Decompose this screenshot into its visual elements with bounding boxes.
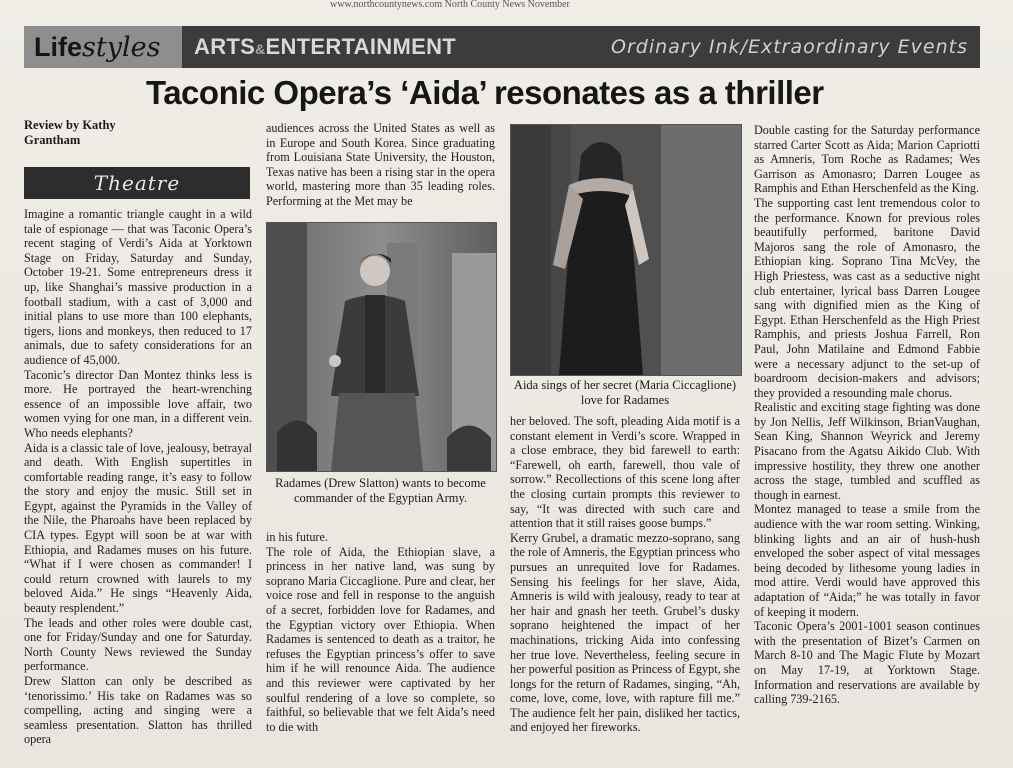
radames-photo-image bbox=[267, 223, 496, 471]
paragraph: The leads and other roles were double cast, one for Friday/Sunday and one for Saturday. North County News reviewed the Sunday performance. bbox=[24, 615, 252, 674]
paragraph: Realistic and exciting stage fighting was done by Jon Nellis, Jeff Wilkinson, BrianVaughan, Sean King, Shannon Weyrick and Jeremy Pisacano from the Agatsu Aikido Club. With impressive hostility, they threw one another across the stage, tumbled and scuffled as though in earnest. bbox=[754, 400, 980, 502]
top-line: www.northcountynews.com North County News November bbox=[330, 0, 570, 10]
column-3 bbox=[510, 414, 740, 735]
aida-photo-image bbox=[511, 125, 741, 375]
column-1 bbox=[24, 207, 252, 747]
lifestyles-prefix: Life bbox=[34, 31, 83, 62]
headline: Taconic Opera’s ‘Aida’ resonates as a thriller bbox=[146, 74, 824, 111]
column-4 bbox=[754, 123, 980, 707]
section-banner bbox=[24, 26, 980, 68]
theatre-label: Theatre bbox=[24, 167, 250, 199]
paragraph: her beloved. The soft, pleading Aida motif is a constant element in Verdi’s score. Wrapped in a close embrace, they bid farewell to earth: “Farewell, oh earth, farewell, thou vale of sorrow.” Recollections of this scene long after the closing curtain prompts this reviewer to say, “It was directed with such care and attention that it still raises goose bumps.” bbox=[510, 414, 740, 531]
paragraph: Aida is a classic tale of love, jealousy, betrayal and death. With English supertitles in comfortable reading range, it’s easy to follow the story and enjoy the music. Still set in Egypt, against the Pyramids in the Valley of the Nile, the Pharoahs have been replaced by CIA types. Egypt will soon be at war with Ethiopia, and Radames muses on his future. “What if I were chosen as commander! I could return crowned with laurels to my beloved Aida.” He sings “Heavenly Aida, beauty resplendent.” bbox=[24, 440, 252, 616]
aida-photo bbox=[510, 124, 742, 376]
paragraph: Taconic Opera’s 2001-1001 season continues with the presentation of Bizet’s Carmen on March 8-10 and The Magic Flute by Mozart on May 17-19, at Yorktown Stage. Information and reservations are available by calling 739-2165. bbox=[754, 619, 980, 707]
paragraph: Double casting for the Saturday performance starred Carter Scott as Aida; Marion Capriotti as Amneris, Tom Roche as Radames; Wes Garrison as Amonasro; Darren Lougee as Ramphis and Ethan Herschenfeld as the King. bbox=[754, 123, 980, 196]
section-amp: & bbox=[255, 41, 266, 57]
paragraph: audiences across the United States as well as in Europe and South Korea. Since graduating from Louisiana State University, the Houston, Texas native has been a rising star in the opera world, mastering more than 35 leading roles. Performing at the Met may be bbox=[266, 121, 495, 208]
radames-photo bbox=[266, 222, 497, 472]
section-arts: ARTS bbox=[194, 34, 256, 59]
paragraph: The role of Aida, the Ethiopian slave, a princess in her native land, was sung by soprano Maria Ciccaglione. Pure and clear, her voice rose and fell in response to the anguish of a secret, forbidden love for Radames, and the Egyptian victory over Ethiopia. When Radames is sentenced to death as a traitor, he refuses the Egyptian princess’s offer to save him if he will renounce Aida. The audience and this reviewer were captivated by her soulful rendering of a love so complete, so faithful, so believable that we felt Aida’s need to die with bbox=[266, 544, 495, 734]
banner-tagline: Ordinary Ink/Extraordinary Events bbox=[611, 36, 968, 58]
column-2-top bbox=[266, 121, 495, 209]
section-title bbox=[194, 34, 456, 60]
paragraph: The supporting cast lent tremendous color to the performance. Known for previous roles beautifully performed, baritone David Majoros sang the role of Amonasro, the Ethiopian king. Soprano Tina McVey, the High Priestess, was cast as a seductive night club entertainer, lyrical bass Darren Lougee sang with dignified mien as the King of Egypt. Ethan Herschenfeld as the High Priest Ramphis, and priests Joshua Farrell, Ron Paul, John Matilaine and Edmond Fabbie were a necessary adjunct to the set-up of boardroom decision-makers and advisors; they provided a resounding male chorus. bbox=[754, 195, 980, 400]
section-ent: ENTERTAINMENT bbox=[265, 34, 456, 59]
paragraph: Kerry Grubel, a dramatic mezzo-soprano, sang the role of Amneris, the Egyptian princess who pursues an unrequited love for Radames. Sensing his feelings for her slave, Aida, Amneris is wild with jealousy, ready to tear at her hair and gnash her teeth. Grubel’s dusky soprano heightened the impact of her machinations, tricking Aida into confessing her true love. Nevertheless, feeling secure in her powerful position as Princess of Egypt, she longs for the return of Radames, singing, “Ah, come, love, come, love, with rapture fill me.” The audience felt her pain, disliked her tactics, and enjoyed her fireworks. bbox=[510, 530, 740, 735]
paragraph: Drew Slatton can only be described as ‘tenorissimo.’ His take on Radames was so compelling, acting and singing were a seamless presentation. Slatton has thrilled opera bbox=[24, 674, 252, 747]
photo1-caption: Radames (Drew Slatton) wants to become commander of the Egyptian Army. bbox=[275, 476, 486, 505]
paragraph: Montez managed to tease a smile from the audience with the war room setting. Winking, blinking lights and an air of hush-hush enveloped the sober aspect of vital messages being decoded by lithesome young ladies in mod attire. Verdi would have approved this adaptation of “Aida;” he was totally in favor of keeping it modern. bbox=[754, 502, 980, 619]
column-2-bottom bbox=[266, 530, 495, 734]
lifestyles-script: styles bbox=[82, 31, 161, 63]
paragraph: Imagine a romantic triangle caught in a wild tale of espionage — that was Taconic Opera’s recent staging of Verdi’s Aida at Yorktown Stage on Friday, Saturday and Sunday, October 19-21. Some entrepreneurs dress it up, like Shanghai’s massive production in a football stadium, with a cast of 3,000 and initial plans to use more than 100 elephants, tigers, lions and monkeys, then reduced to 17 animals, due to safety considerations for an audience of 45,000. bbox=[24, 207, 252, 367]
lifestyles-logo bbox=[24, 26, 182, 68]
photo2-caption: Aida sings of her secret (Maria Ciccaglione) love for Radames bbox=[513, 378, 737, 407]
byline: Review by Kathy Grantham bbox=[24, 118, 116, 147]
paragraph: in his future. bbox=[266, 530, 328, 544]
paragraph: Taconic’s director Dan Montez thinks less is more. He portrayed the heart-wrenching essence of an impossible love affair, two women vying for one man, in a different vein. Who needs elephants? bbox=[24, 367, 252, 440]
